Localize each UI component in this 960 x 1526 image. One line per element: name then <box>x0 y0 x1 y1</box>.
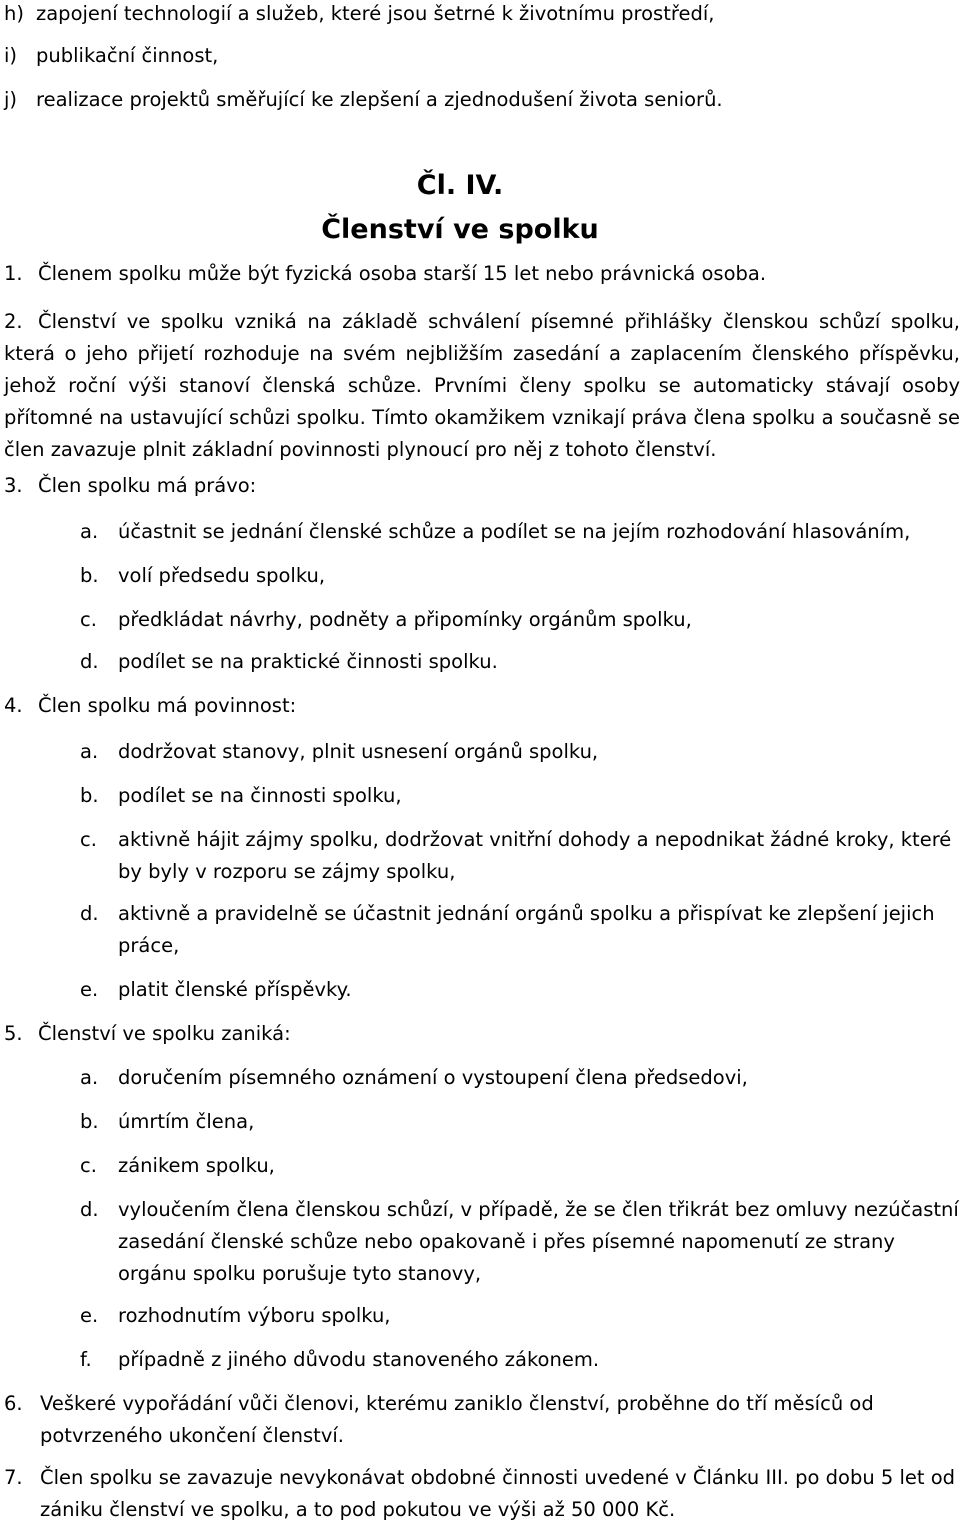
list-item-text: vyloučením člena členskou schůzí, v případě, že se člen třikrát bez omluvy nezúčastní zasedání členské schůze nebo opakovaně i přes písemné napomenutí ze strany orgánu spolku porušuje tyto stanovy, <box>118 1198 959 1285</box>
point-4-item-e <box>80 974 352 1006</box>
list-item-text: úmrtím člena, <box>118 1110 255 1133</box>
list-marker: b. <box>80 1110 99 1133</box>
list-marker: j) <box>4 88 18 111</box>
list-marker: a. <box>80 520 99 543</box>
point-2-text: Členství ve spolku vzniká na základě schválení písemné přihlášky členskou schůzí spolku, která o jeho přijetí rozhoduje na svém nejbližším zasedání a zaplacením členského příspěvku, jehož roční výši stanoví členská schůze. Prvními členy spolku se automaticky stávají osoby přítomné na ustavující schůzi spolku. Tímto okamžikem vznikají práva člena spolku a současně se člen zavazuje plnit základní povinnosti plynoucí pro něj z tohoto členství. <box>4 310 960 461</box>
article-title: Členství ve spolku <box>321 214 599 245</box>
intro-item-i <box>4 40 218 72</box>
point-text: Člen spolku má právo: <box>38 474 257 497</box>
list-item-text: rozhodnutím výboru spolku, <box>118 1304 391 1327</box>
intro-item-j <box>4 84 723 116</box>
point-text: Člen spolku se zavazuje nevykonávat obdobné činnosti uvedené v Článku III. po dobu 5 let od zániku členství ve spolku, a to pod pokutou ve výši až 50 000 Kč. <box>40 1466 956 1521</box>
point-3-item-c <box>80 604 692 636</box>
point-5-item-a <box>80 1062 748 1094</box>
list-marker: c. <box>80 828 97 851</box>
list-marker: e. <box>80 1304 99 1327</box>
point-5 <box>4 1018 291 1050</box>
list-item-text: aktivně hájit zájmy spolku, dodržovat vnitřní dohody a nepodnikat žádné kroky, které by byly v rozporu se zájmy spolku, <box>118 828 952 883</box>
list-item-text: aktivně a pravidelně se účastnit jednání orgánů spolku a přispívat ke zlepšení jejich práce, <box>118 902 935 957</box>
list-item-text: zapojení technologií a služeb, které jsou šetrné k životnímu prostředí, <box>36 2 715 25</box>
list-item-text: volí předsedu spolku, <box>118 564 326 587</box>
intro-item-h <box>4 0 714 30</box>
point-3-item-b <box>80 560 325 592</box>
list-marker: e. <box>80 978 99 1001</box>
point-4-item-b <box>80 780 402 812</box>
list-marker: a. <box>80 1066 99 1089</box>
point-2-number: 2. <box>4 310 23 333</box>
list-item-text: realizace projektů směřující ke zlepšení a zjednodušení života seniorů. <box>36 88 723 111</box>
point-number: 1. <box>4 262 23 285</box>
point-3 <box>4 470 256 502</box>
list-item-text: platit členské příspěvky. <box>118 978 352 1001</box>
point-5-item-c <box>80 1150 275 1182</box>
list-item-text: zánikem spolku, <box>118 1154 275 1177</box>
point-3-item-d <box>80 646 498 678</box>
point-1 <box>4 258 766 290</box>
point-5-item-e <box>80 1300 391 1332</box>
list-item-text: dodržovat stanovy, plnit usnesení orgánů spolku, <box>118 740 599 763</box>
list-marker: i) <box>4 44 18 67</box>
point-5-item-b <box>80 1106 254 1138</box>
point-number: 3. <box>4 474 23 497</box>
point-number: 7. <box>4 1466 23 1489</box>
list-item-text: účastnit se jednání členské schůze a podílet se na jejím rozhodování hlasováním, <box>118 520 911 543</box>
list-marker: d. <box>80 902 99 925</box>
list-item-text: podílet se na činnosti spolku, <box>118 784 402 807</box>
point-4-item-a <box>80 736 598 768</box>
point-5-item-f <box>80 1344 599 1376</box>
point-text: Členem spolku může být fyzická osoba starší 15 let nebo právnická osoba. <box>38 262 767 285</box>
point-3-item-a <box>80 516 910 548</box>
list-item-text: případně z jiného důvodu stanoveného zákonem. <box>118 1348 600 1371</box>
article-number: Čl. IV. <box>416 170 504 201</box>
point-text: Členství ve spolku zaniká: <box>38 1022 291 1045</box>
list-marker: c. <box>80 1154 97 1177</box>
list-marker: b. <box>80 564 99 587</box>
list-marker: b. <box>80 784 99 807</box>
list-marker: c. <box>80 608 97 631</box>
list-marker: d. <box>80 650 99 673</box>
list-marker: h) <box>4 2 24 25</box>
list-item-text: doručením písemného oznámení o vystoupení člena předsedovi, <box>118 1066 748 1089</box>
point-number: 5. <box>4 1022 23 1045</box>
list-marker: a. <box>80 740 99 763</box>
list-marker: d. <box>80 1198 99 1221</box>
list-item-text: podílet se na praktické činnosti spolku. <box>118 650 498 673</box>
point-number: 6. <box>4 1392 23 1415</box>
list-marker: f. <box>80 1348 92 1371</box>
list-item-text: předkládat návrhy, podněty a připomínky orgánům spolku, <box>118 608 692 631</box>
point-number: 4. <box>4 694 23 717</box>
point-4 <box>4 690 296 722</box>
point-text: Člen spolku má povinnost: <box>38 694 297 717</box>
list-item-text: publikační činnost, <box>36 44 219 67</box>
point-text: Veškeré vypořádání vůči členovi, kterému zaniklo členství, proběhne do tří měsíců od potvrzeného ukončení členství. <box>40 1392 874 1447</box>
